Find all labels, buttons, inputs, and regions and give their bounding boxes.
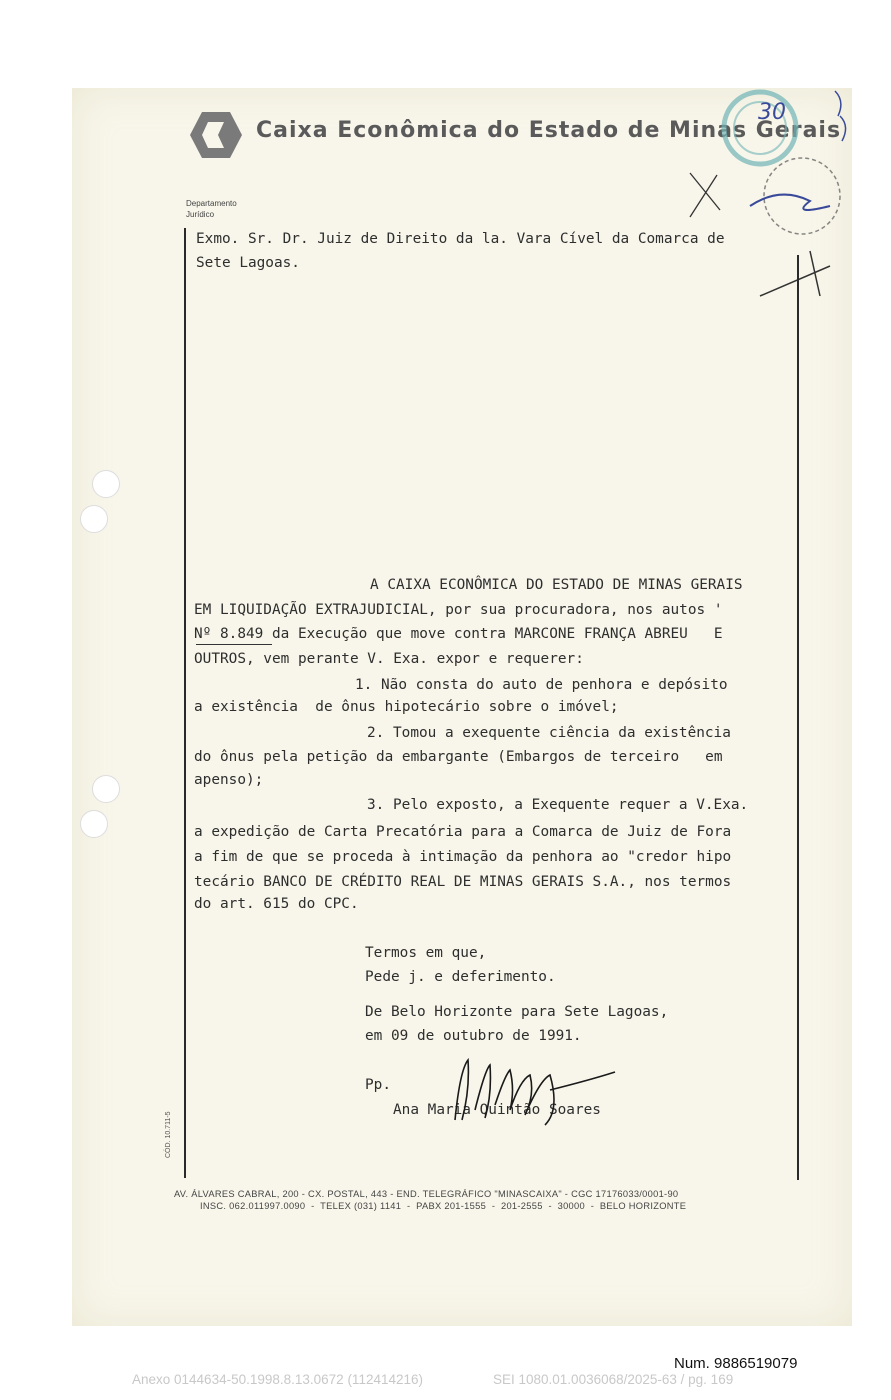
body-line: EM LIQUIDAÇÃO EXTRAJUDICIAL, por sua procuradora, nos autos ' <box>194 602 723 618</box>
x-mark-icon <box>685 170 725 220</box>
punch-hole <box>80 505 108 533</box>
body-line: do art. 615 do CPC. <box>194 896 359 912</box>
footer-address: AV. ÁLVARES CABRAL, 200 - CX. POSTAL, 443 - END. TELEGRÁFICO "MINASCAIXA" - CGC 17176033/0001-90 <box>174 1189 679 1199</box>
punch-hole <box>80 810 108 838</box>
body-line: a fim de que se proceda à intimação da penhora ao "credor hipo <box>194 849 732 865</box>
body-line: Nº 8.849 da Execução que move contra MARCONE FRANÇA ABREU E <box>194 626 723 642</box>
closing-line: Termos em que, <box>365 945 487 961</box>
date-line: em 09 de outubro de 1991. <box>365 1028 582 1044</box>
stamp-icon <box>720 86 860 306</box>
body-line: a existência de ônus hipotecário sobre o imóvel; <box>194 699 619 715</box>
address-line: Sete Lagoas. <box>196 255 300 271</box>
closing-line: Pede j. e deferimento. <box>365 969 556 985</box>
signature-icon <box>440 1050 640 1130</box>
form-code: CÓD. 10.711-5 <box>165 1111 172 1158</box>
body-line: 1. Não consta do auto de penhora e depósito <box>355 677 728 693</box>
pp-label: Pp. <box>365 1077 391 1093</box>
body-line: 3. Pelo exposto, a Exequente requer a V.Exa. <box>367 797 749 813</box>
document-number: Num. 9886519079 <box>674 1355 798 1372</box>
punch-hole <box>92 470 120 498</box>
signatory-name: Ana Maria Quintão Soares <box>393 1102 601 1118</box>
punch-hole <box>92 775 120 803</box>
footer-contacts: INSC. 062.011997.0090 - TELEX (031) 1141 - PABX 201-1555 - 201-2555 - 30000 - BELO HORIZONTE <box>200 1201 687 1211</box>
body-line: OUTROS, vem perante V. Exa. expor e requerer: <box>194 651 584 667</box>
annex-reference: Anexo 0144634-50.1998.8.13.0672 (112414216) <box>132 1372 424 1387</box>
body-line: tecário BANCO DE CRÉDITO REAL DE MINAS GERAIS S.A., nos termos <box>194 874 732 890</box>
department-line: Jurídico <box>186 210 215 219</box>
body-line: do ônus pela petição da embargante (Embargos de terceiro em <box>194 749 723 765</box>
body-line: 2. Tomou a exequente ciência da existência <box>367 725 731 741</box>
caixa-logo-icon <box>188 110 244 160</box>
department-line: Departamento <box>186 199 237 208</box>
left-margin-line <box>184 228 186 1178</box>
underline <box>196 644 272 645</box>
address-line: Exmo. Sr. Dr. Juiz de Direito da la. Vara Cível da Comarca de <box>196 231 725 247</box>
body-line: apenso); <box>194 772 264 788</box>
department-label <box>186 198 237 220</box>
stamp-number: 30 <box>758 100 786 125</box>
body-line: a expedição de Carta Precatória para a Comarca de Juiz de Fora <box>194 824 732 840</box>
place-line: De Belo Horizonte para Sete Lagoas, <box>365 1004 669 1020</box>
body-line: A CAIXA ECONÔMICA DO ESTADO DE MINAS GERAIS <box>370 577 743 593</box>
sei-reference: SEI 1080.01.0036068/2025-63 / pg. 169 <box>493 1372 734 1387</box>
right-margin-line <box>797 255 799 1180</box>
institution-name: Caixa Econômica do Estado de Minas Gerais <box>256 118 842 143</box>
